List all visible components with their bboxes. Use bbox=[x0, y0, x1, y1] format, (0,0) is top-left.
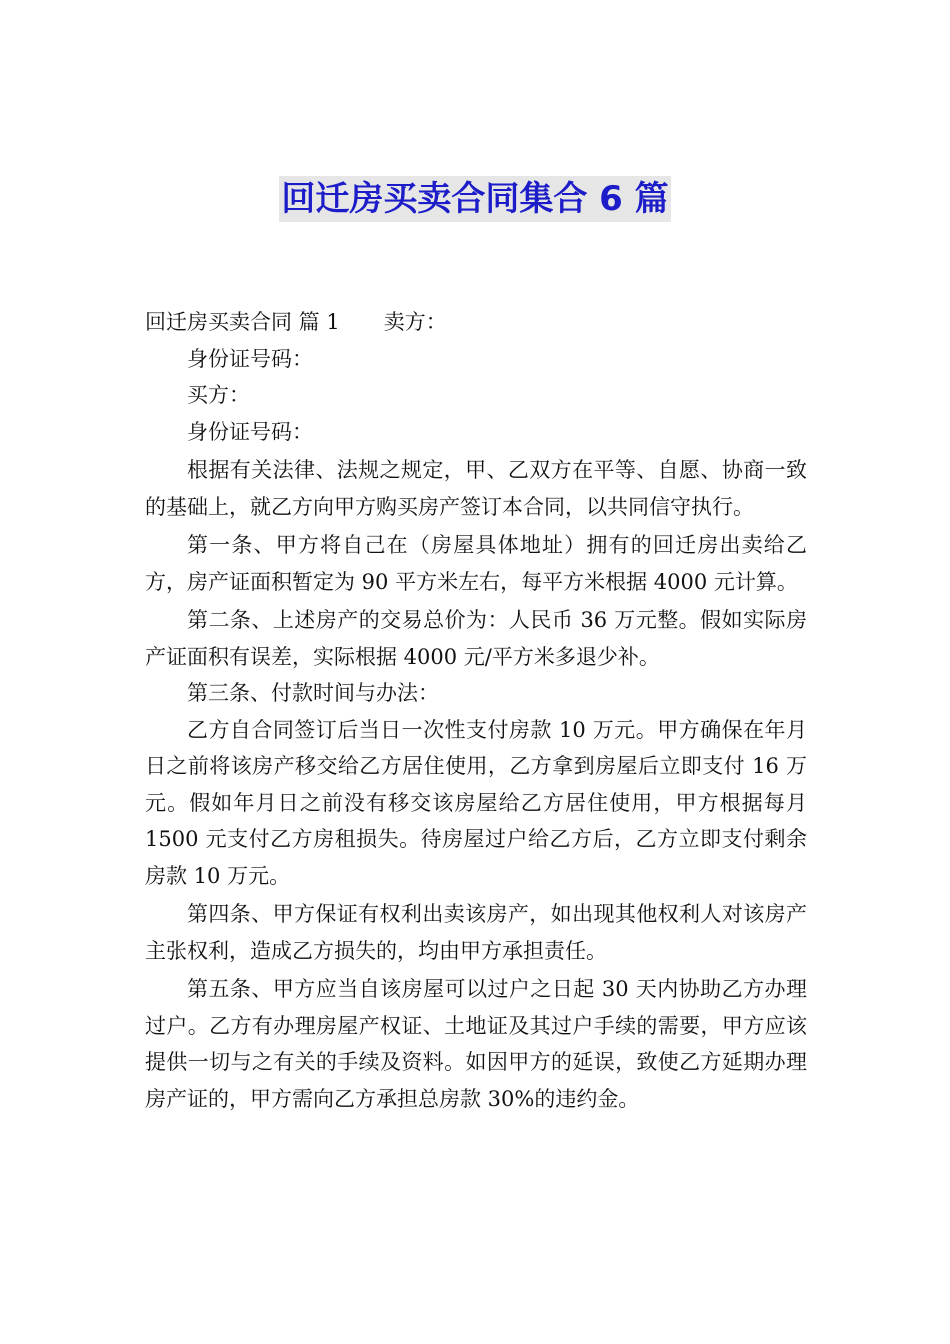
seller-label: 卖方： bbox=[383, 310, 447, 334]
article-1-paragraph: 第一条、甲方将自己在（房屋具体地址）拥有的回迁房出卖给乙方，房产证面积暂定为 90 平方米左右，每平方米根据 4000 元计算。 bbox=[145, 533, 807, 594]
title-container bbox=[0, 176, 950, 222]
contract-number-label: 回迁房买卖合同 篇 1 bbox=[145, 310, 340, 334]
payment-terms-paragraph: 乙方自合同签订后当日一次性支付房款 10 万元。甲方确保在年月日之前将该房产移交给乙方居住使用，乙方拿到房屋后立即支付 16 万元。假如年月日之前没有移交该房屋给乙方居住使用，甲方根据每月 1500 元支付乙方房租损失。待房屋过户给乙方后，乙方立即支付剩余房款 10 万元。 bbox=[145, 717, 807, 888]
article-5-paragraph: 第五条、甲方应当自该房屋可以过户之日起 30 天内协助乙方办理过户。乙方有办理房屋产权证、土地证及其过户手续的需要，甲方应该提供一切与之有关的手续及资料。如因甲方的延误，致使乙方延期办理房产证的，甲方需向乙方承担总房款 30%的违约金。 bbox=[145, 977, 807, 1111]
buyer-id-line: 身份证号码： bbox=[187, 419, 313, 444]
article-3-heading: 第三条、付款时间与办法： bbox=[187, 681, 439, 705]
buyer-line: 买方： bbox=[187, 383, 250, 407]
article-4-paragraph: 第四条、甲方保证有权利出卖该房产，如出现其他权利人对该房产主张权利，造成乙方损失的，均由甲方承担责任。 bbox=[145, 902, 807, 963]
article-2-paragraph: 第二条、上述房产的交易总价为：人民币 36 万元整。假如实际房产证面积有误差，实际根据 4000 元/平方米多退少补。 bbox=[145, 608, 807, 669]
document-title: 回迁房买卖合同集合 6 篇 bbox=[279, 176, 670, 222]
contract-heading-line bbox=[145, 304, 807, 341]
seller-id-line: 身份证号码： bbox=[187, 346, 313, 371]
document-body bbox=[145, 304, 807, 1117]
preamble-paragraph: 根据有关法律、法规之规定，甲、乙双方在平等、自愿、协商一致的基础上，就乙方向甲方购买房产签订本合同，以共同信守执行。 bbox=[145, 458, 807, 519]
